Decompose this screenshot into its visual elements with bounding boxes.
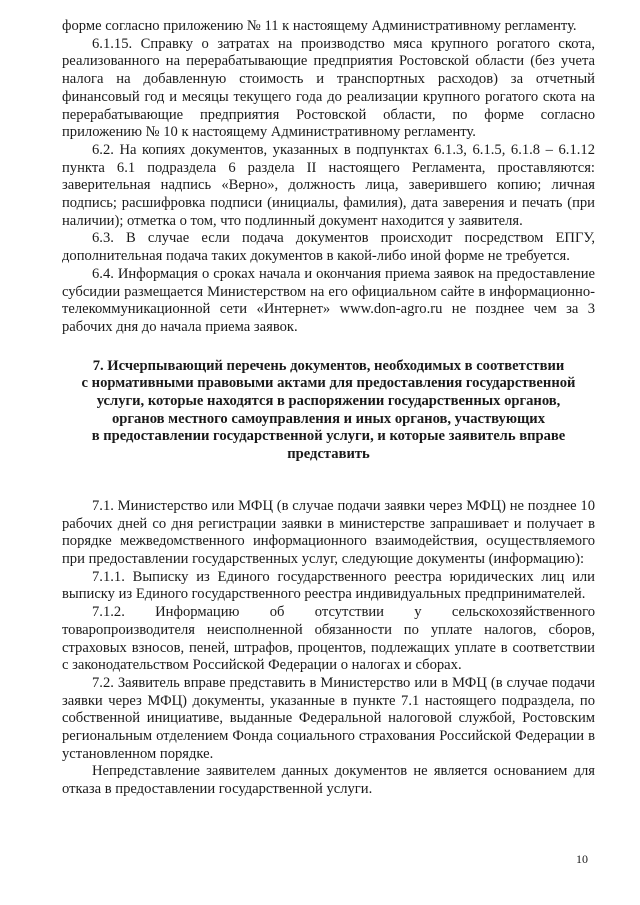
document-page (62, 18, 595, 799)
paragraph-non-submission: Непредставление заявителем данных документов не является основанием для отказа в предоставлении государственной услуги. (62, 763, 595, 798)
paragraph-continuation: форме согласно приложению № 11 к настоящему Административному регламенту. (62, 18, 577, 34)
paragraph-7-1-1: 7.1.1. Выписку из Единого государственного реестра юридических лиц или выписку из Единого государственного реестра индивидуальных предпринимателей. (62, 568, 595, 603)
paragraph-7-1: 7.1. Министерство или МФЦ (в случае подачи заявки через МФЦ) не позднее 10 рабочих дней со дня регистрации заявки в министерстве запрашивает и получает в порядке межведомственного информационного взаимодействия, осуществляемого при предоставлении государственных услуг, следующие документы (информацию): (62, 497, 595, 567)
paragraph-6-3: 6.3. В случае если подача документов происходит посредством ЕПГУ, дополнительная подача таких документов в какой-либо иной форме не требуется. (62, 230, 595, 265)
paragraph-7-2: 7.2. Заявитель вправе представить в Министерство или в МФЦ (в случае подачи заявки через МФЦ) документы, указанные в пункте 7.1 настоящего подраздела, по собственной инициативе, выданные Федеральной налоговой службой, Ростовским региональным отделением Фонда социального страхования Российской Федерации в установленном порядке. (62, 674, 595, 762)
heading-line: представить (287, 446, 370, 463)
heading-line: 7. Исчерпывающий перечень документов, необходимых в соответствии (92, 357, 565, 374)
heading-line: органов местного самоуправления и иных органов, участвующих (111, 410, 546, 427)
paragraph-6-2: 6.2. На копиях документов, указанных в подпунктах 6.1.3, 6.1.5, 6.1.8 – 6.1.12 пункта 6.1 подраздела 6 раздела II настоящего Регламента, проставляются: заверительная надпись «Верно», должность лица, заверившего копию; личная подпись; расшифровка подписи (инициалы, фамилия), дата заверения и печать (при наличии); отметка о том, что подлинный документ находится у заявителя. (62, 141, 595, 229)
paragraph-6-4: 6.4. Информация о сроках начала и окончания приема заявок на предоставление субсидии размещается Министерством на его официальном сайте в информационно-телекоммуникационной сети «Интернет» www.don-agro.ru не позднее чем за 3 рабочих дня до начала приема заявок. (62, 265, 595, 335)
heading-line: с нормативными правовыми актами для предоставления государственной (81, 375, 576, 392)
spacer (62, 464, 595, 498)
section-7-heading (62, 358, 595, 464)
page-number: 10 (576, 852, 588, 866)
paragraph-7-1-2: 7.1.2. Информацию об отсутствии у сельскохозяйственного товаропроизводителя неисполненной обязанности по уплате налогов, сборов, страховых взносов, пеней, штрафов, процентов, подлежащих уплате в соответствии с законодательством Российской Федерации о налогах и сборах. (62, 604, 595, 674)
paragraph-6-1-15: 6.1.15. Справку о затратах на производство мяса крупного рогатого скота, реализованного на перерабатывающие предприятия Ростовской области (без учета налога на добавленную стоимость и транспортных расходов) за отчетный финансовый год и месяцы текущего года до реализации крупного рогатого скота на перерабатывающие предприятия Ростовской области, по форме согласно приложению № 10 к настоящему Административному регламенту. (62, 35, 595, 141)
heading-line: услуги, которые находятся в распоряжении государственных органов, (96, 393, 561, 410)
heading-line: в предоставлении государственной услуги, и которые заявитель вправе (91, 428, 566, 445)
